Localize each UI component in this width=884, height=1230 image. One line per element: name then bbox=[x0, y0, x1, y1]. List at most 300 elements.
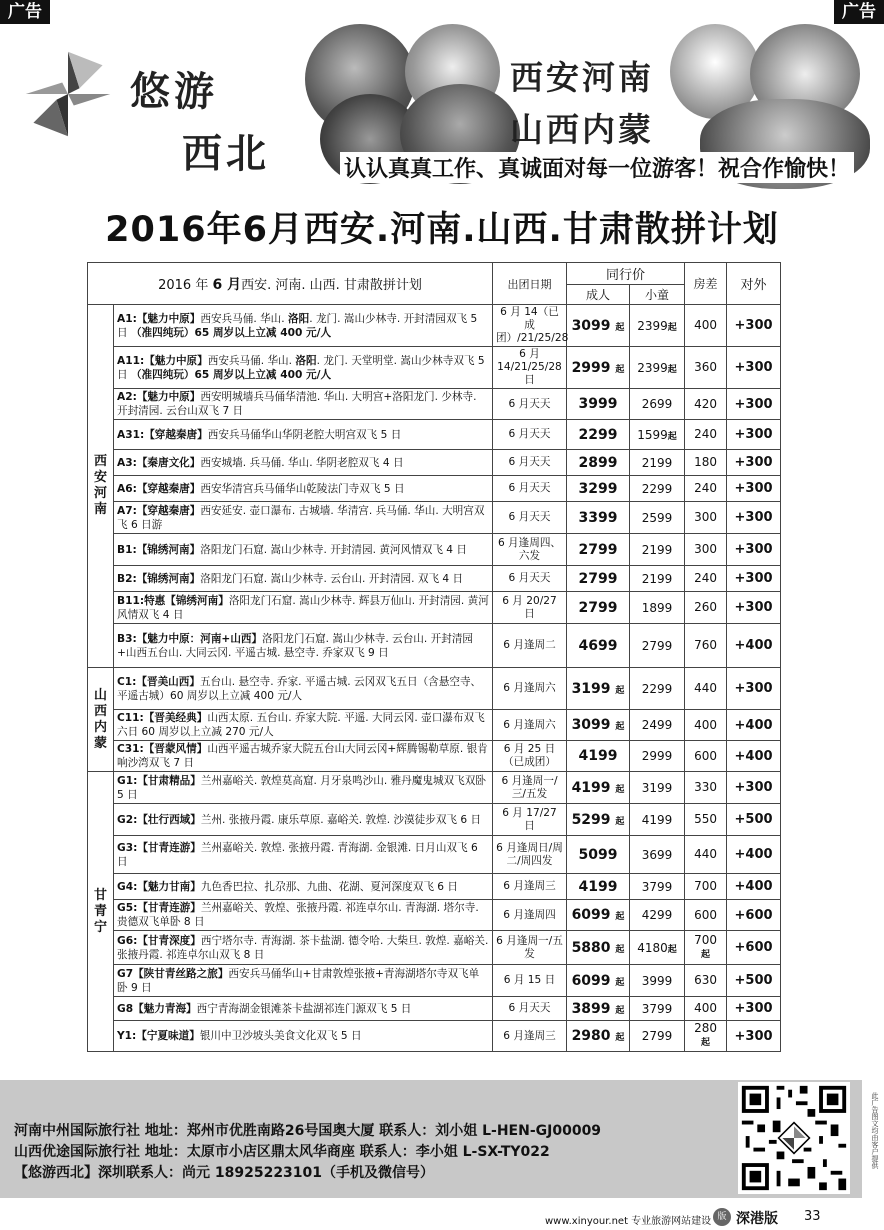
table-row bbox=[88, 804, 781, 836]
adult-price: 5299 bbox=[571, 811, 611, 828]
single-supplement: 180 bbox=[694, 455, 717, 469]
external-markup-cell: +400 bbox=[727, 836, 781, 874]
single-supplement: 700 bbox=[694, 932, 717, 947]
route-brand: 【锦绣河南】 bbox=[136, 543, 201, 556]
child-price-cell bbox=[630, 502, 685, 534]
date-cell: 6 月 14（已成团）/21/25/28 bbox=[493, 305, 567, 347]
adult-price: 4699 bbox=[578, 637, 618, 654]
table-title-month: 6 月 bbox=[212, 276, 242, 293]
route-brand: 【魅力中原：河南+山西】 bbox=[136, 632, 263, 645]
table-title bbox=[88, 263, 493, 305]
adult-price: 3199 bbox=[571, 680, 611, 697]
route-highlight: 洛阳 bbox=[295, 354, 317, 367]
region-label: 西安河南 bbox=[93, 454, 107, 517]
single-supplement: 550 bbox=[694, 812, 717, 826]
adult-price: 2799 bbox=[578, 541, 618, 558]
adult-price: 3099 bbox=[571, 317, 611, 334]
route-cell bbox=[114, 710, 493, 741]
single-supplement: 760 bbox=[694, 638, 717, 652]
single-supplement: 440 bbox=[694, 847, 717, 861]
website-credit[interactable]: www.xinyour.net 专业旅游网站建设 bbox=[545, 1216, 712, 1227]
route-brand: 【锦绣河南】 bbox=[136, 572, 201, 585]
price-from-mark: 起 bbox=[615, 322, 625, 333]
child-price: 3799 bbox=[641, 1001, 673, 1016]
route-brand: 【晋美山西】 bbox=[136, 675, 200, 688]
table-row bbox=[88, 347, 781, 389]
region-line1: 西安河南 bbox=[510, 58, 654, 97]
table-row bbox=[88, 710, 781, 741]
adult-price: 3899 bbox=[571, 1000, 611, 1017]
route-code: B1: bbox=[117, 543, 137, 556]
table-row bbox=[88, 592, 781, 624]
route-code: G4: bbox=[117, 880, 138, 893]
external-markup-cell: +300 bbox=[727, 566, 781, 592]
route-desc: 西安城墙. 兵马俑. 华山. 华阴老腔双飞 4 日 bbox=[200, 456, 404, 469]
date-cell: 6 月天天 bbox=[493, 420, 567, 450]
route-brand: 【穿越秦唐】 bbox=[144, 428, 208, 441]
date-cell: 6 月天天 bbox=[493, 476, 567, 502]
route-cell bbox=[114, 450, 493, 476]
adult-price: 6099 bbox=[571, 972, 611, 989]
edition-label: 深港版 bbox=[736, 1211, 778, 1227]
child-price-cell bbox=[630, 624, 685, 668]
adult-price-cell bbox=[567, 624, 630, 668]
external-markup-cell: +300 bbox=[727, 476, 781, 502]
table-row bbox=[88, 772, 781, 804]
adult-price-cell bbox=[567, 772, 630, 804]
child-price: 1899 bbox=[641, 600, 673, 615]
single-supplement: 300 bbox=[694, 510, 717, 524]
single-supplement: 420 bbox=[694, 396, 717, 411]
child-price-cell bbox=[630, 997, 685, 1021]
route-code: A3: bbox=[117, 456, 137, 469]
adult-price: 2999 bbox=[571, 359, 611, 376]
price-from-mark: 起 bbox=[667, 322, 677, 333]
route-cell bbox=[114, 566, 493, 592]
route-desc: 兰州嘉峪关. 敦煌莫高窟. 月牙泉鸣沙山. 雅丹魔鬼城双飞双卧 5 日 bbox=[117, 774, 486, 801]
date-cell: 6 月 15 日 bbox=[493, 965, 567, 997]
external-markup-cell: +400 bbox=[727, 624, 781, 668]
date-cell: 6 月逢周三 bbox=[493, 1021, 567, 1052]
adult-price-cell bbox=[567, 420, 630, 450]
price-from-mark: 起 bbox=[667, 944, 677, 955]
single-supplement: 240 bbox=[694, 481, 717, 495]
external-markup-cell: +300 bbox=[727, 420, 781, 450]
single-supplement-cell bbox=[685, 836, 727, 874]
route-brand: 【晋蒙风情】 bbox=[143, 743, 208, 755]
adult-price: 2980 bbox=[571, 1028, 611, 1044]
route-desc: 五台山. 悬空寺. 乔家. 平遥古城. 云冈双飞五日（含悬空寺、平遥古城）60 周岁以上立减 400 元/人 bbox=[117, 675, 482, 702]
external-markup-cell: +300 bbox=[727, 534, 781, 566]
route-desc: 洛阳龙门石窟. 嵩山少林寺. 云台山. 开封清园. 双飞 4 日 bbox=[200, 572, 464, 585]
table-title-text: 西安. 河南. 山西. 甘肃散拼计划 bbox=[241, 277, 422, 293]
external-markup-cell: +600 bbox=[727, 931, 781, 965]
child-price-cell bbox=[630, 668, 685, 710]
child-price: 4199 bbox=[641, 812, 673, 827]
date-cell: 6 月逢周日/周二/周四发 bbox=[493, 836, 567, 874]
date-cell: 6 月逢周一/三/五发 bbox=[493, 772, 567, 804]
route-code: G6: bbox=[117, 934, 138, 947]
table-row bbox=[88, 741, 781, 772]
table-row bbox=[88, 624, 781, 668]
price-from-mark: 起 bbox=[615, 364, 625, 375]
route-code: A31: bbox=[117, 428, 145, 441]
child-price-cell bbox=[630, 450, 685, 476]
price-from-mark: 起 bbox=[667, 364, 677, 375]
child-price: 2299 bbox=[641, 681, 673, 696]
route-brand: 【甘肃精品】 bbox=[137, 774, 201, 787]
table-row bbox=[88, 836, 781, 874]
child-price: 2199 bbox=[641, 542, 673, 557]
child-price-cell bbox=[630, 804, 685, 836]
table-row bbox=[88, 534, 781, 566]
external-markup-cell: +300 bbox=[727, 450, 781, 476]
route-code: G8 bbox=[117, 1002, 134, 1015]
col-peer-price: 同行价 bbox=[567, 263, 685, 285]
table-row bbox=[88, 420, 781, 450]
route-code: C31: bbox=[117, 743, 144, 755]
adult-price: 2799 bbox=[578, 570, 618, 587]
route-desc: 山西平遥古城乔家大院五台山大同云冈+辉腾锡勒草原. 银肯响沙湾双飞 7 日 bbox=[117, 743, 488, 769]
route-desc: 西宁青海湖金银滩茶卡盐湖祁连门源双飞 5 日 bbox=[196, 1002, 412, 1015]
external-markup-cell: +600 bbox=[727, 900, 781, 931]
region-names bbox=[510, 52, 654, 156]
route-brand: 【壮行西域】 bbox=[137, 813, 201, 826]
route-cell bbox=[114, 874, 493, 900]
footer bbox=[0, 1080, 862, 1198]
child-price-cell bbox=[630, 836, 685, 874]
col-date: 出团日期 bbox=[493, 263, 567, 305]
single-supplement-cell bbox=[685, 772, 727, 804]
price-from-mark: 起 bbox=[615, 1005, 625, 1016]
route-brand: 【甘青连游】 bbox=[137, 841, 201, 854]
route-brand: 【魅力中原】 bbox=[136, 312, 201, 325]
route-desc: 银川中卫沙坡头美食文化双飞 5 日 bbox=[199, 1030, 362, 1042]
table-body bbox=[88, 305, 781, 1052]
child-price: 3699 bbox=[641, 847, 673, 862]
route-cell bbox=[114, 836, 493, 874]
child-price: 2999 bbox=[641, 749, 673, 763]
single-supplement: 240 bbox=[694, 427, 717, 441]
route-desc: 兰州. 张掖丹霞. 康乐草原. 嘉峪关. 敦煌. 沙漠徒步双飞 6 日 bbox=[200, 813, 482, 826]
adult-price-cell bbox=[567, 874, 630, 900]
route-cell bbox=[114, 741, 493, 772]
table-row bbox=[88, 931, 781, 965]
child-price: 4180 bbox=[637, 940, 668, 955]
adult-price-cell bbox=[567, 965, 630, 997]
date-cell: 6 月 14/21/25/28 日 bbox=[493, 347, 567, 389]
child-price-cell bbox=[630, 772, 685, 804]
date-cell: 6 月天天 bbox=[493, 566, 567, 592]
child-price-cell bbox=[630, 566, 685, 592]
route-desc: 兰州嘉峪关、敦煌、张掖丹霞. 祁连卓尔山. 青海湖. 塔尔寺. 贵德双飞单卧 8 日 bbox=[117, 902, 479, 928]
route-desc: 洛阳龙门石窟. 嵩山少林寺. 云台山. 开封清园+山西五台山. 大同云冈. 平遥古城. 悬空寺. 乔家双飞 9 日 bbox=[117, 632, 473, 659]
child-price-cell bbox=[630, 900, 685, 931]
price-from-mark: 起 bbox=[615, 944, 625, 955]
child-price: 2399 bbox=[637, 360, 668, 375]
child-price-cell bbox=[630, 1021, 685, 1052]
child-price: 2399 bbox=[637, 318, 668, 333]
child-price-cell bbox=[630, 741, 685, 772]
child-price: 2299 bbox=[641, 481, 673, 496]
single-supplement-cell bbox=[685, 997, 727, 1021]
qr-code[interactable] bbox=[738, 1082, 850, 1194]
single-supplement-cell bbox=[685, 566, 727, 592]
child-price-cell bbox=[630, 874, 685, 900]
adult-price: 6099 bbox=[571, 907, 611, 923]
adult-price-cell bbox=[567, 476, 630, 502]
table-row bbox=[88, 305, 781, 347]
route-brand: 【晋美经典】 bbox=[143, 712, 208, 724]
date-cell: 6 月逢周六 bbox=[493, 668, 567, 710]
date-cell: 6 月天天 bbox=[493, 502, 567, 534]
route-desc: 西宁塔尔寺. 青海湖. 茶卡盐湖. 德令哈. 大柴旦. 敦煌. 嘉峪关. 张掖丹霞. 祁连卓尔山双飞 8 日 bbox=[117, 934, 489, 961]
single-supplement-cell bbox=[685, 668, 727, 710]
route-desc: 西安兵马俑. 华山. bbox=[207, 354, 296, 367]
route-highlight: 洛阳 bbox=[288, 312, 310, 325]
date-cell: 6 月天天 bbox=[493, 389, 567, 420]
date-cell: 6 月天天 bbox=[493, 450, 567, 476]
child-price: 4299 bbox=[641, 908, 673, 922]
table-row bbox=[88, 1021, 781, 1052]
col-child: 小童 bbox=[630, 285, 685, 305]
route-brand: 【甘青连游】 bbox=[137, 902, 201, 914]
route-brand: 【魅力青海】 bbox=[133, 1002, 197, 1015]
route-desc: 西安兵马俑华山+甘肃敦煌张掖+青海湖塔尔寺双飞单卧 9 日 bbox=[117, 967, 480, 994]
date-cell: 6 月 20/27 日 bbox=[493, 592, 567, 624]
route-cell bbox=[114, 804, 493, 836]
single-supplement-cell bbox=[685, 450, 727, 476]
external-markup-cell: +300 bbox=[727, 772, 781, 804]
route-cell bbox=[114, 347, 493, 389]
single-supplement: 400 bbox=[694, 717, 717, 732]
col-single: 房差 bbox=[685, 263, 727, 305]
child-price-cell bbox=[630, 965, 685, 997]
route-desc: 西安华清宫兵马俑华山乾陵法门寺双飞 5 日 bbox=[200, 482, 405, 495]
price-from-mark: 起 bbox=[615, 977, 625, 988]
route-code: B2: bbox=[117, 572, 137, 585]
qr-code-icon bbox=[738, 1082, 850, 1194]
external-markup-cell: +300 bbox=[727, 592, 781, 624]
child-price-cell bbox=[630, 931, 685, 965]
table-row bbox=[88, 566, 781, 592]
date-cell: 6 月逢周六 bbox=[493, 710, 567, 741]
adult-price-cell bbox=[567, 592, 630, 624]
table-row bbox=[88, 450, 781, 476]
region-label: 山西内蒙 bbox=[93, 687, 107, 751]
adult-price: 2299 bbox=[578, 426, 618, 443]
route-desc: 西安兵马俑华山华阴老腔大明宫双飞 5 日 bbox=[207, 428, 402, 441]
tour-price-table bbox=[87, 262, 781, 1052]
price-from-mark: 起 bbox=[615, 685, 625, 696]
single-supplement: 330 bbox=[694, 780, 717, 794]
region-line2: 山西内蒙 bbox=[510, 110, 654, 149]
adult-price-cell bbox=[567, 450, 630, 476]
single-supplement-cell bbox=[685, 592, 727, 624]
route-desc: 九色香巴拉、扎尕那、九曲、花湖、夏河深度双飞 6 日 bbox=[200, 880, 459, 893]
route-desc: 兰州嘉峪关. 敦煌. 张掖丹霞. 青海湖. 金银滩. 日月山双飞 6 日 bbox=[117, 841, 478, 868]
single-supplement: 440 bbox=[694, 681, 717, 695]
single-supplement-cell bbox=[685, 804, 727, 836]
side-note: 此广告图文均由客户提供 bbox=[871, 1092, 879, 1169]
table-row bbox=[88, 389, 781, 420]
single-supplement-cell bbox=[685, 874, 727, 900]
child-price: 2499 bbox=[641, 718, 673, 732]
footer-agency-henan: 河南中州国际旅行社 地址：郑州市优胜南路26号国奥大厦 联系人：刘小姐 L-HEN-GJ00009 bbox=[14, 1123, 602, 1139]
route-cell bbox=[114, 772, 493, 804]
table-header-row bbox=[88, 263, 781, 285]
external-markup-cell: +400 bbox=[727, 874, 781, 900]
adult-price-cell bbox=[567, 389, 630, 420]
footer-agency-shanxi: 山西优途国际旅行社 地址：太原市小店区鼎太风华商座 联系人：李小姐 L-SX-TY022 bbox=[14, 1144, 550, 1160]
adult-price: 2799 bbox=[578, 599, 618, 616]
route-note: （准四纯玩）65 周岁以上立减 400 元/人 bbox=[130, 368, 332, 381]
external-markup-cell: +300 bbox=[727, 389, 781, 420]
route-brand: 【甘青深度】 bbox=[137, 934, 201, 947]
route-desc-cont: . 龙门. 天堂明堂. 嵩山少林寺双飞 5 日 bbox=[117, 354, 485, 381]
col-adult: 成人 bbox=[567, 285, 630, 305]
adult-price-cell bbox=[567, 347, 630, 389]
route-code: A11: bbox=[117, 354, 145, 367]
single-supplement-cell bbox=[685, 900, 727, 931]
region-cell bbox=[88, 772, 114, 1052]
route-code: Y1: bbox=[117, 1030, 137, 1042]
table-row bbox=[88, 502, 781, 534]
external-markup-cell: +500 bbox=[727, 965, 781, 997]
adult-price-cell bbox=[567, 305, 630, 347]
child-price: 3199 bbox=[641, 780, 673, 795]
child-price: 2599 bbox=[641, 510, 673, 525]
page-number: 33 bbox=[804, 1209, 821, 1224]
price-from-mark: 起 bbox=[667, 431, 677, 442]
child-price: 1599 bbox=[637, 427, 668, 442]
table-row bbox=[88, 900, 781, 931]
child-price: 2799 bbox=[641, 1029, 673, 1043]
price-from-mark: 起 bbox=[701, 1038, 711, 1048]
brand-line2: 西北 bbox=[182, 130, 270, 177]
single-supplement-cell bbox=[685, 476, 727, 502]
adult-price-cell bbox=[567, 836, 630, 874]
region-cell bbox=[88, 305, 114, 668]
route-desc: 西安明城墙兵马俑华清池. 华山. 大明宫+洛阳龙门. 少林寺. 开封清园. 云台山双飞 7 日 bbox=[117, 391, 477, 417]
table-row bbox=[88, 668, 781, 710]
single-supplement-cell bbox=[685, 347, 727, 389]
single-supplement-cell bbox=[685, 710, 727, 741]
single-supplement: 400 bbox=[694, 318, 717, 332]
route-cell bbox=[114, 965, 493, 997]
table-row bbox=[88, 997, 781, 1021]
adult-price: 3099 bbox=[571, 717, 611, 733]
date-cell: 6 月 25 日（已成团） bbox=[493, 741, 567, 772]
adult-price: 2899 bbox=[578, 454, 618, 471]
adult-price-cell bbox=[567, 900, 630, 931]
single-supplement: 400 bbox=[694, 1001, 717, 1015]
child-price: 2699 bbox=[641, 397, 673, 411]
child-price-cell bbox=[630, 476, 685, 502]
brand-logo-icon bbox=[20, 46, 116, 142]
route-brand: 【穿越秦唐】 bbox=[136, 504, 201, 517]
route-desc: 山西太原. 五台山. 乔家大院. 平遥. 大同云冈. 壶口瀑布双飞六日 60 周岁以上立减 270 元/人 bbox=[117, 712, 485, 738]
price-from-mark: 起 bbox=[615, 784, 625, 795]
single-supplement-cell bbox=[685, 305, 727, 347]
brand-line1: 悠游 bbox=[130, 68, 218, 115]
child-price: 2199 bbox=[641, 455, 673, 470]
route-desc: 洛阳龙门石窟. 嵩山少林寺. 开封清园. 黄河风情双飞 4 日 bbox=[200, 543, 467, 556]
route-cell bbox=[114, 668, 493, 710]
adult-price: 5099 bbox=[578, 846, 618, 863]
route-cell bbox=[114, 502, 493, 534]
col-external: 对外 bbox=[727, 263, 781, 305]
route-code: G7 bbox=[117, 967, 134, 980]
adult-price-cell bbox=[567, 741, 630, 772]
route-code: C11: bbox=[117, 712, 144, 724]
adult-price-cell bbox=[567, 804, 630, 836]
route-cell bbox=[114, 389, 493, 420]
date-cell: 6 月逢周三 bbox=[493, 874, 567, 900]
child-price-cell bbox=[630, 347, 685, 389]
route-code: G3: bbox=[117, 841, 138, 854]
route-code: G1: bbox=[117, 774, 138, 787]
route-code: A2: bbox=[117, 391, 137, 403]
external-markup-cell: +500 bbox=[727, 804, 781, 836]
child-price-cell bbox=[630, 592, 685, 624]
route-desc: 西安延安. 壶口瀑布. 古城墙. 华清宫. 兵马俑. 华山. 大明宫双飞 6 日游 bbox=[117, 504, 485, 531]
edition-icon: 版 bbox=[713, 1208, 731, 1226]
adult-price-cell bbox=[567, 931, 630, 965]
adult-price: 4199 bbox=[571, 779, 611, 796]
date-cell: 6 月逢周四 bbox=[493, 900, 567, 931]
slogan: 认认真真工作、真诚面对每一位游客！祝合作愉快！ bbox=[340, 152, 854, 183]
child-price: 3799 bbox=[641, 879, 673, 894]
external-markup-cell: +300 bbox=[727, 668, 781, 710]
child-price: 2799 bbox=[641, 638, 673, 653]
child-price: 3999 bbox=[641, 973, 673, 988]
single-supplement-cell bbox=[685, 1021, 727, 1052]
route-brand: 【穿越秦唐】 bbox=[136, 482, 201, 495]
price-from-mark: 起 bbox=[615, 816, 625, 827]
child-price-cell bbox=[630, 710, 685, 741]
route-brand: 【魅力甘南】 bbox=[137, 880, 201, 893]
route-cell bbox=[114, 900, 493, 931]
single-supplement-cell bbox=[685, 931, 727, 965]
region-label: 甘青宁 bbox=[93, 887, 107, 935]
external-markup-cell: +300 bbox=[727, 1021, 781, 1052]
footer-shenzhen-contact: 【悠游西北】深圳联系人：尚元 18925223101（手机及微信号） bbox=[14, 1165, 435, 1181]
route-brand: 特惠【锦绣河南】 bbox=[144, 594, 229, 607]
route-code: G2: bbox=[117, 813, 138, 826]
page-bottom-bar bbox=[0, 1206, 884, 1228]
route-brand: 【宁夏味道】 bbox=[136, 1030, 200, 1042]
external-markup-cell: +300 bbox=[727, 997, 781, 1021]
adult-price: 4199 bbox=[578, 748, 618, 764]
brand-name bbox=[130, 60, 290, 184]
external-markup-cell: +300 bbox=[727, 502, 781, 534]
adult-price: 5880 bbox=[571, 939, 611, 956]
single-supplement: 300 bbox=[694, 542, 717, 556]
adult-price-cell bbox=[567, 1021, 630, 1052]
adult-price: 3399 bbox=[578, 509, 618, 526]
single-supplement-cell bbox=[685, 420, 727, 450]
single-supplement: 630 bbox=[694, 973, 717, 987]
adult-price-cell bbox=[567, 502, 630, 534]
date-cell: 6 月逢周一/五发 bbox=[493, 931, 567, 965]
date-cell: 6 月天天 bbox=[493, 997, 567, 1021]
route-desc: 洛阳龙门石窟. 嵩山少林寺. 辉县万仙山. 开封清园. 黄河风情双飞 4 日 bbox=[117, 594, 489, 621]
route-code: G5: bbox=[117, 902, 138, 914]
route-cell bbox=[114, 476, 493, 502]
route-brand: 【魅力中原】 bbox=[136, 391, 201, 403]
route-desc: 西安兵马俑. 华山. bbox=[200, 312, 289, 325]
